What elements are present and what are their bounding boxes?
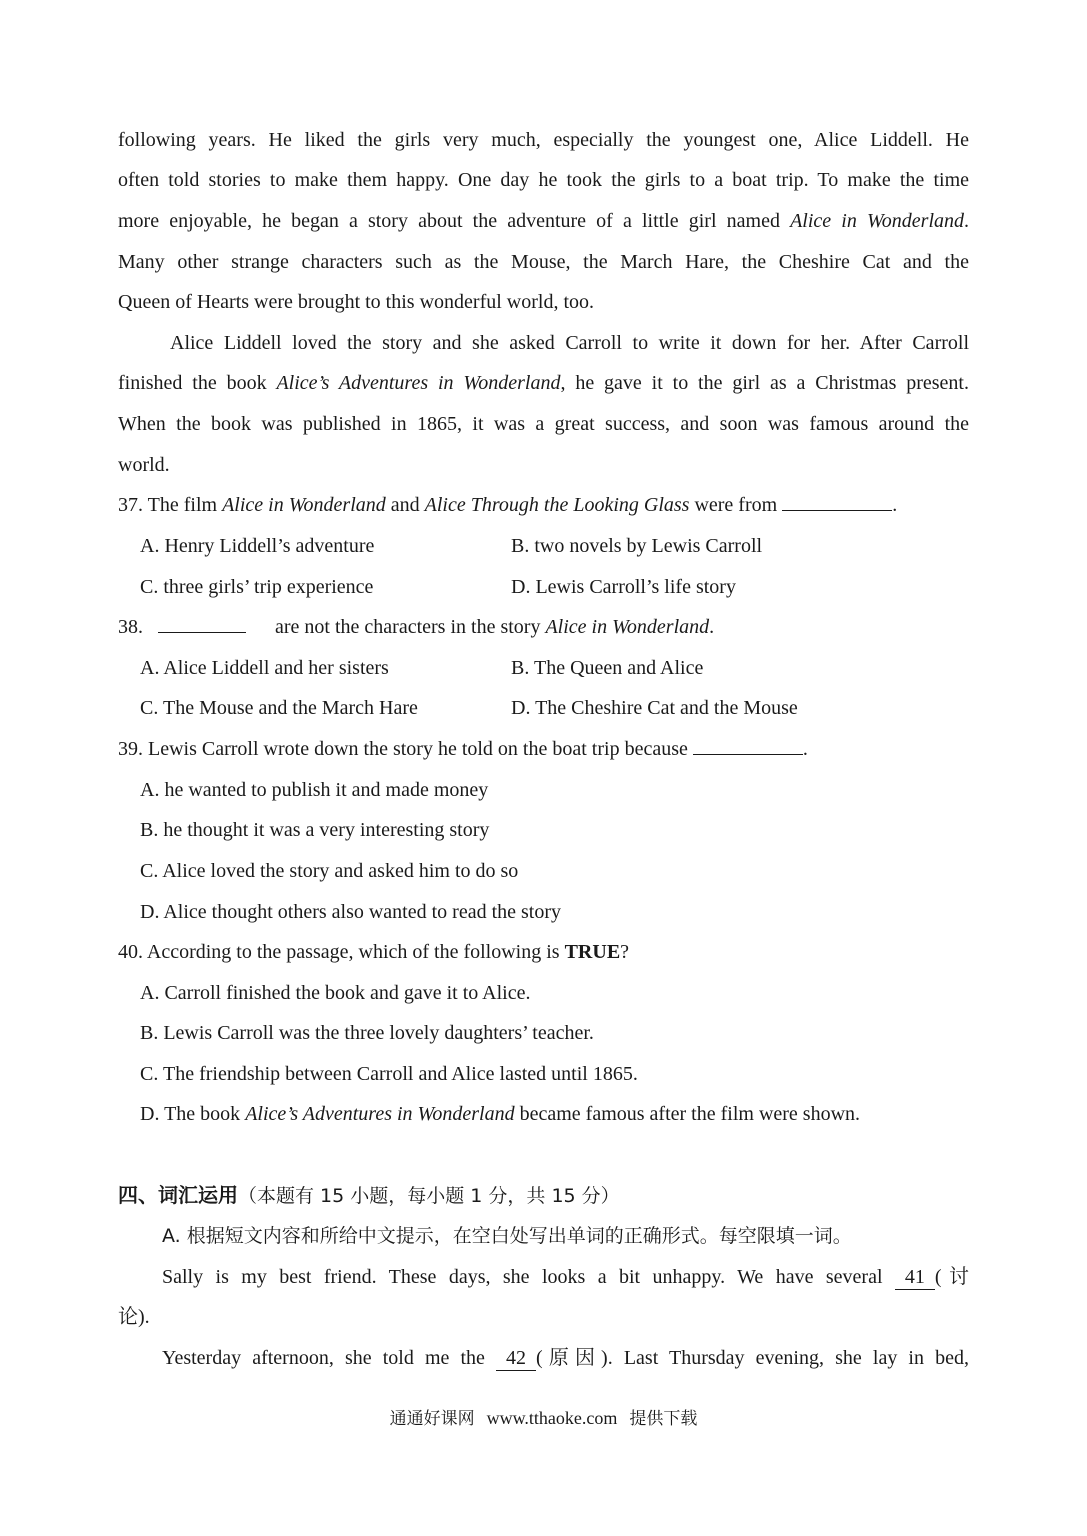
- text: are not the characters in the story: [270, 616, 546, 638]
- text: D. The book: [140, 1103, 246, 1125]
- q39-option-b[interactable]: B. he thought it was a very interesting story: [140, 819, 490, 841]
- footer-url[interactable]: www.tthaoke.com: [486, 1408, 618, 1428]
- emphasis: TRUE: [564, 941, 621, 963]
- text: .: [892, 494, 898, 516]
- footer-site: 通通好课网: [389, 1409, 475, 1429]
- text: .: [709, 616, 715, 638]
- passage-line-5: Queen of Hearts were brought to this wonderful world, too.: [118, 291, 594, 313]
- q38-option-d[interactable]: D. The Cheshire Cat and the Mouse: [511, 697, 798, 719]
- book-title: Alice in Wonderland: [790, 210, 965, 232]
- text: , he gave it to the girl as a Christmas present.: [560, 372, 969, 394]
- passage-line-4: Many other strange characters such as the Mouse, the March Hare, the Cheshire Cat and the: [118, 251, 969, 273]
- text: ?: [620, 941, 630, 963]
- text: .: [964, 210, 970, 232]
- q38-option-a[interactable]: A. Alice Liddell and her sisters: [140, 657, 389, 679]
- question-38: [118, 613, 969, 641]
- book-title: Alice’s Adventures in Wonderland: [276, 372, 561, 394]
- text: (讨: [934, 1266, 969, 1288]
- title: Alice in Wonderland: [222, 494, 386, 516]
- text: 39. Lewis Carroll wrote down the story he told on the boat trip because: [118, 738, 693, 760]
- fill-paragraph-1: [162, 1263, 969, 1291]
- section-instruction: A. 根据短文内容和所给中文提示，在空白处写出单词的正确形式。每空限填一词。: [162, 1225, 852, 1247]
- q39-option-a[interactable]: A. he wanted to publish it and made money: [140, 779, 489, 801]
- passage-line-7: [118, 369, 969, 397]
- q37-option-a[interactable]: A. Henry Liddell’s adventure: [140, 535, 375, 557]
- title: Alice Through the Looking Glass: [424, 494, 690, 516]
- answer-blank[interactable]: [158, 614, 246, 633]
- q39-option-c[interactable]: C. Alice loved the story and asked him to do so: [140, 860, 519, 882]
- q40-option-c[interactable]: C. The friendship between Carroll and Alice lasted until 1865.: [140, 1063, 638, 1085]
- text: more enjoyable, he began a story about the adventure of a little girl named: [118, 210, 791, 232]
- answer-blank[interactable]: [782, 492, 892, 511]
- section-note: （本题有 15 小题，每小题 1 分，共 15 分）: [238, 1185, 620, 1207]
- passage-line-2: often told stories to make them happy. One day he took the girls to a boat trip. To make the time: [118, 169, 969, 191]
- question-40: [118, 938, 969, 966]
- q40-option-a[interactable]: A. Carroll finished the book and gave it to Alice.: [140, 982, 531, 1004]
- answer-blank[interactable]: [693, 736, 803, 755]
- question-37: [118, 491, 969, 519]
- text: became famous after the film were shown.: [514, 1103, 861, 1125]
- footer-suffix: 提供下载: [629, 1409, 698, 1429]
- q38-option-c[interactable]: C. The Mouse and the March Hare: [140, 697, 418, 719]
- text: were from: [689, 494, 783, 516]
- passage-line-9: world.: [118, 454, 170, 476]
- text: and: [385, 494, 425, 516]
- text: 40. According to the passage, which of the following is: [118, 941, 565, 963]
- q37-option-d[interactable]: D. Lewis Carroll’s life story: [511, 576, 736, 598]
- passage-line-6: Alice Liddell loved the story and she asked Carroll to write it down for her. After Carroll: [170, 332, 969, 354]
- text: .: [802, 738, 808, 760]
- fill-paragraph-1-cont: 论).: [118, 1306, 150, 1328]
- text: 38.: [118, 616, 148, 638]
- page-footer: [0, 1406, 1087, 1431]
- passage-line-1: following years. He liked the girls very much, especially the youngest one, Alice Liddell. He: [118, 129, 969, 151]
- q37-option-b[interactable]: B. two novels by Lewis Carroll: [511, 535, 763, 557]
- section-title: 四、词汇运用: [118, 1183, 238, 1207]
- passage-line-8: When the book was published in 1865, it was a great success, and soon was famous around the: [118, 413, 969, 435]
- title: Alice in Wonderland: [545, 616, 710, 638]
- text: Sally is my best friend. These days, she looks a bit unhappy. We have several: [162, 1266, 895, 1288]
- q40-option-d[interactable]: [140, 1100, 991, 1128]
- answer-blank-42[interactable]: 42: [496, 1346, 536, 1371]
- text: Yesterday afternoon, she told me the: [162, 1347, 497, 1369]
- section-heading: [118, 1181, 620, 1210]
- q39-option-d[interactable]: D. Alice thought others also wanted to read the story: [140, 901, 562, 923]
- answer-blank-41[interactable]: 41: [895, 1265, 935, 1290]
- text: (原因). Last Thursday evening, she lay in bed,: [536, 1347, 969, 1369]
- q40-option-b[interactable]: B. Lewis Carroll was the three lovely daughters’ teacher.: [140, 1022, 594, 1044]
- book-title: Alice’s Adventures in Wonderland: [245, 1103, 515, 1125]
- fill-paragraph-2: [162, 1344, 969, 1372]
- q38-option-b[interactable]: B. The Queen and Alice: [511, 657, 704, 679]
- question-39: [118, 735, 969, 763]
- passage-line-3: [118, 207, 969, 235]
- text: finished the book: [118, 372, 277, 394]
- q37-option-c[interactable]: C. three girls’ trip experience: [140, 576, 374, 598]
- text: 37. The film: [118, 494, 223, 516]
